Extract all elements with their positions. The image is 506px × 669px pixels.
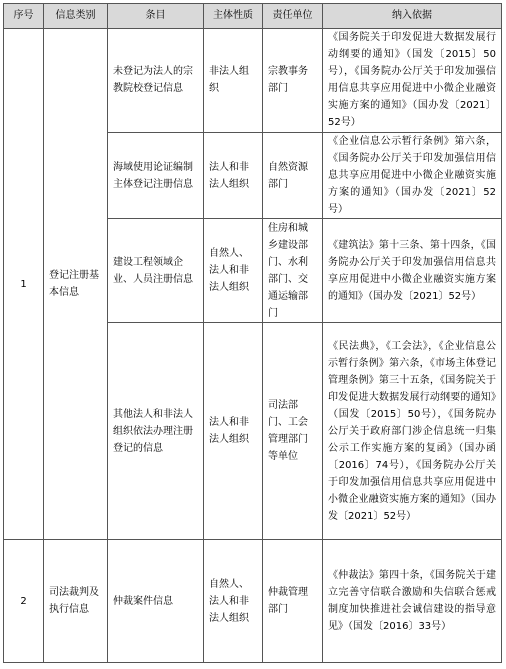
unit-cell: 自然资源部门	[263, 132, 323, 219]
basis-cell: 《国务院关于印发促进大数据发展行动纲要的通知》（国发〔2015〕50号），《国务院办公厅关于印发加强信用信息共享应用促进中小微企业融资实施方案的通知》（国办发〔2021〕52号）	[323, 29, 502, 133]
basis-cell: 《仲裁法》第四十条，《国务院关于建立完善守信联合激励和失信联合惩戒制度加快推进社会诚信建设的指导意见》（国发〔2016〕33号）	[323, 540, 502, 663]
header-row	[4, 4, 502, 29]
header-category: 信息类别	[44, 4, 108, 29]
credit-info-table	[3, 3, 502, 663]
category-cell: 登记注册基本信息	[44, 29, 108, 540]
item-cell: 其他法人和非法人组织依法办理注册登记的信息	[108, 323, 204, 540]
nature-cell: 自然人、法人和非法人组织	[204, 540, 263, 663]
header-nature: 主体性质	[204, 4, 263, 29]
table-row	[4, 540, 502, 663]
category-cell: 司法裁判及执行信息	[44, 540, 108, 663]
nature-cell: 法人和非法人组织	[204, 132, 263, 219]
unit-cell: 仲裁管理部门	[263, 540, 323, 663]
item-cell: 仲裁案件信息	[108, 540, 204, 663]
nature-cell: 法人和非法人组织	[204, 323, 263, 540]
unit-cell: 住房和城乡建设部门、水利部门、交通运输部门	[263, 219, 323, 323]
unit-cell: 司法部门、工会管理部门等单位	[263, 323, 323, 540]
item-cell: 未登记为法人的宗教院校登记信息	[108, 29, 204, 133]
basis-cell: 《企业信息公示暂行条例》第六条，《国务院办公厅关于印发加强信用信息共享应用促进中小微企业融资实施方案的通知》（国办发〔2021〕52号）	[323, 132, 502, 219]
nature-cell: 自然人、法人和非法人组织	[204, 219, 263, 323]
basis-cell: 《民法典》，《工会法》，《企业信息公示暂行条例》第六条，《市场主体登记管理条例》第三十五条，《国务院关于印发促进大数据发展行动纲要的通知》（国发〔2015〕50号），《国务院办公厅关于政府部门涉企信息统一归集公示工作实施方案的复函》（国办函〔2016〕74号），《国务院办公厅关于印发加强信用信息共享应用促进中小微企业融资实施方案的通知》（国办发〔2021〕52号）	[323, 323, 502, 540]
seq-cell: 2	[4, 540, 44, 663]
nature-cell: 非法人组织	[204, 29, 263, 133]
seq-cell: 1	[4, 29, 44, 540]
header-unit: 责任单位	[263, 4, 323, 29]
item-cell: 海域使用论证编制主体登记注册信息	[108, 132, 204, 219]
unit-cell: 宗教事务部门	[263, 29, 323, 133]
header-seq: 序号	[4, 4, 44, 29]
header-item: 条目	[108, 4, 204, 29]
item-cell: 建设工程领域企业、人员注册信息	[108, 219, 204, 323]
table-row	[4, 29, 502, 133]
basis-cell: 《建筑法》第十三条、第十四条，《国务院办公厅关于印发加强信用信息共享应用促进中小微企业融资实施方案的通知》（国办发〔2021〕52号）	[323, 219, 502, 323]
header-basis: 纳入依据	[323, 4, 502, 29]
